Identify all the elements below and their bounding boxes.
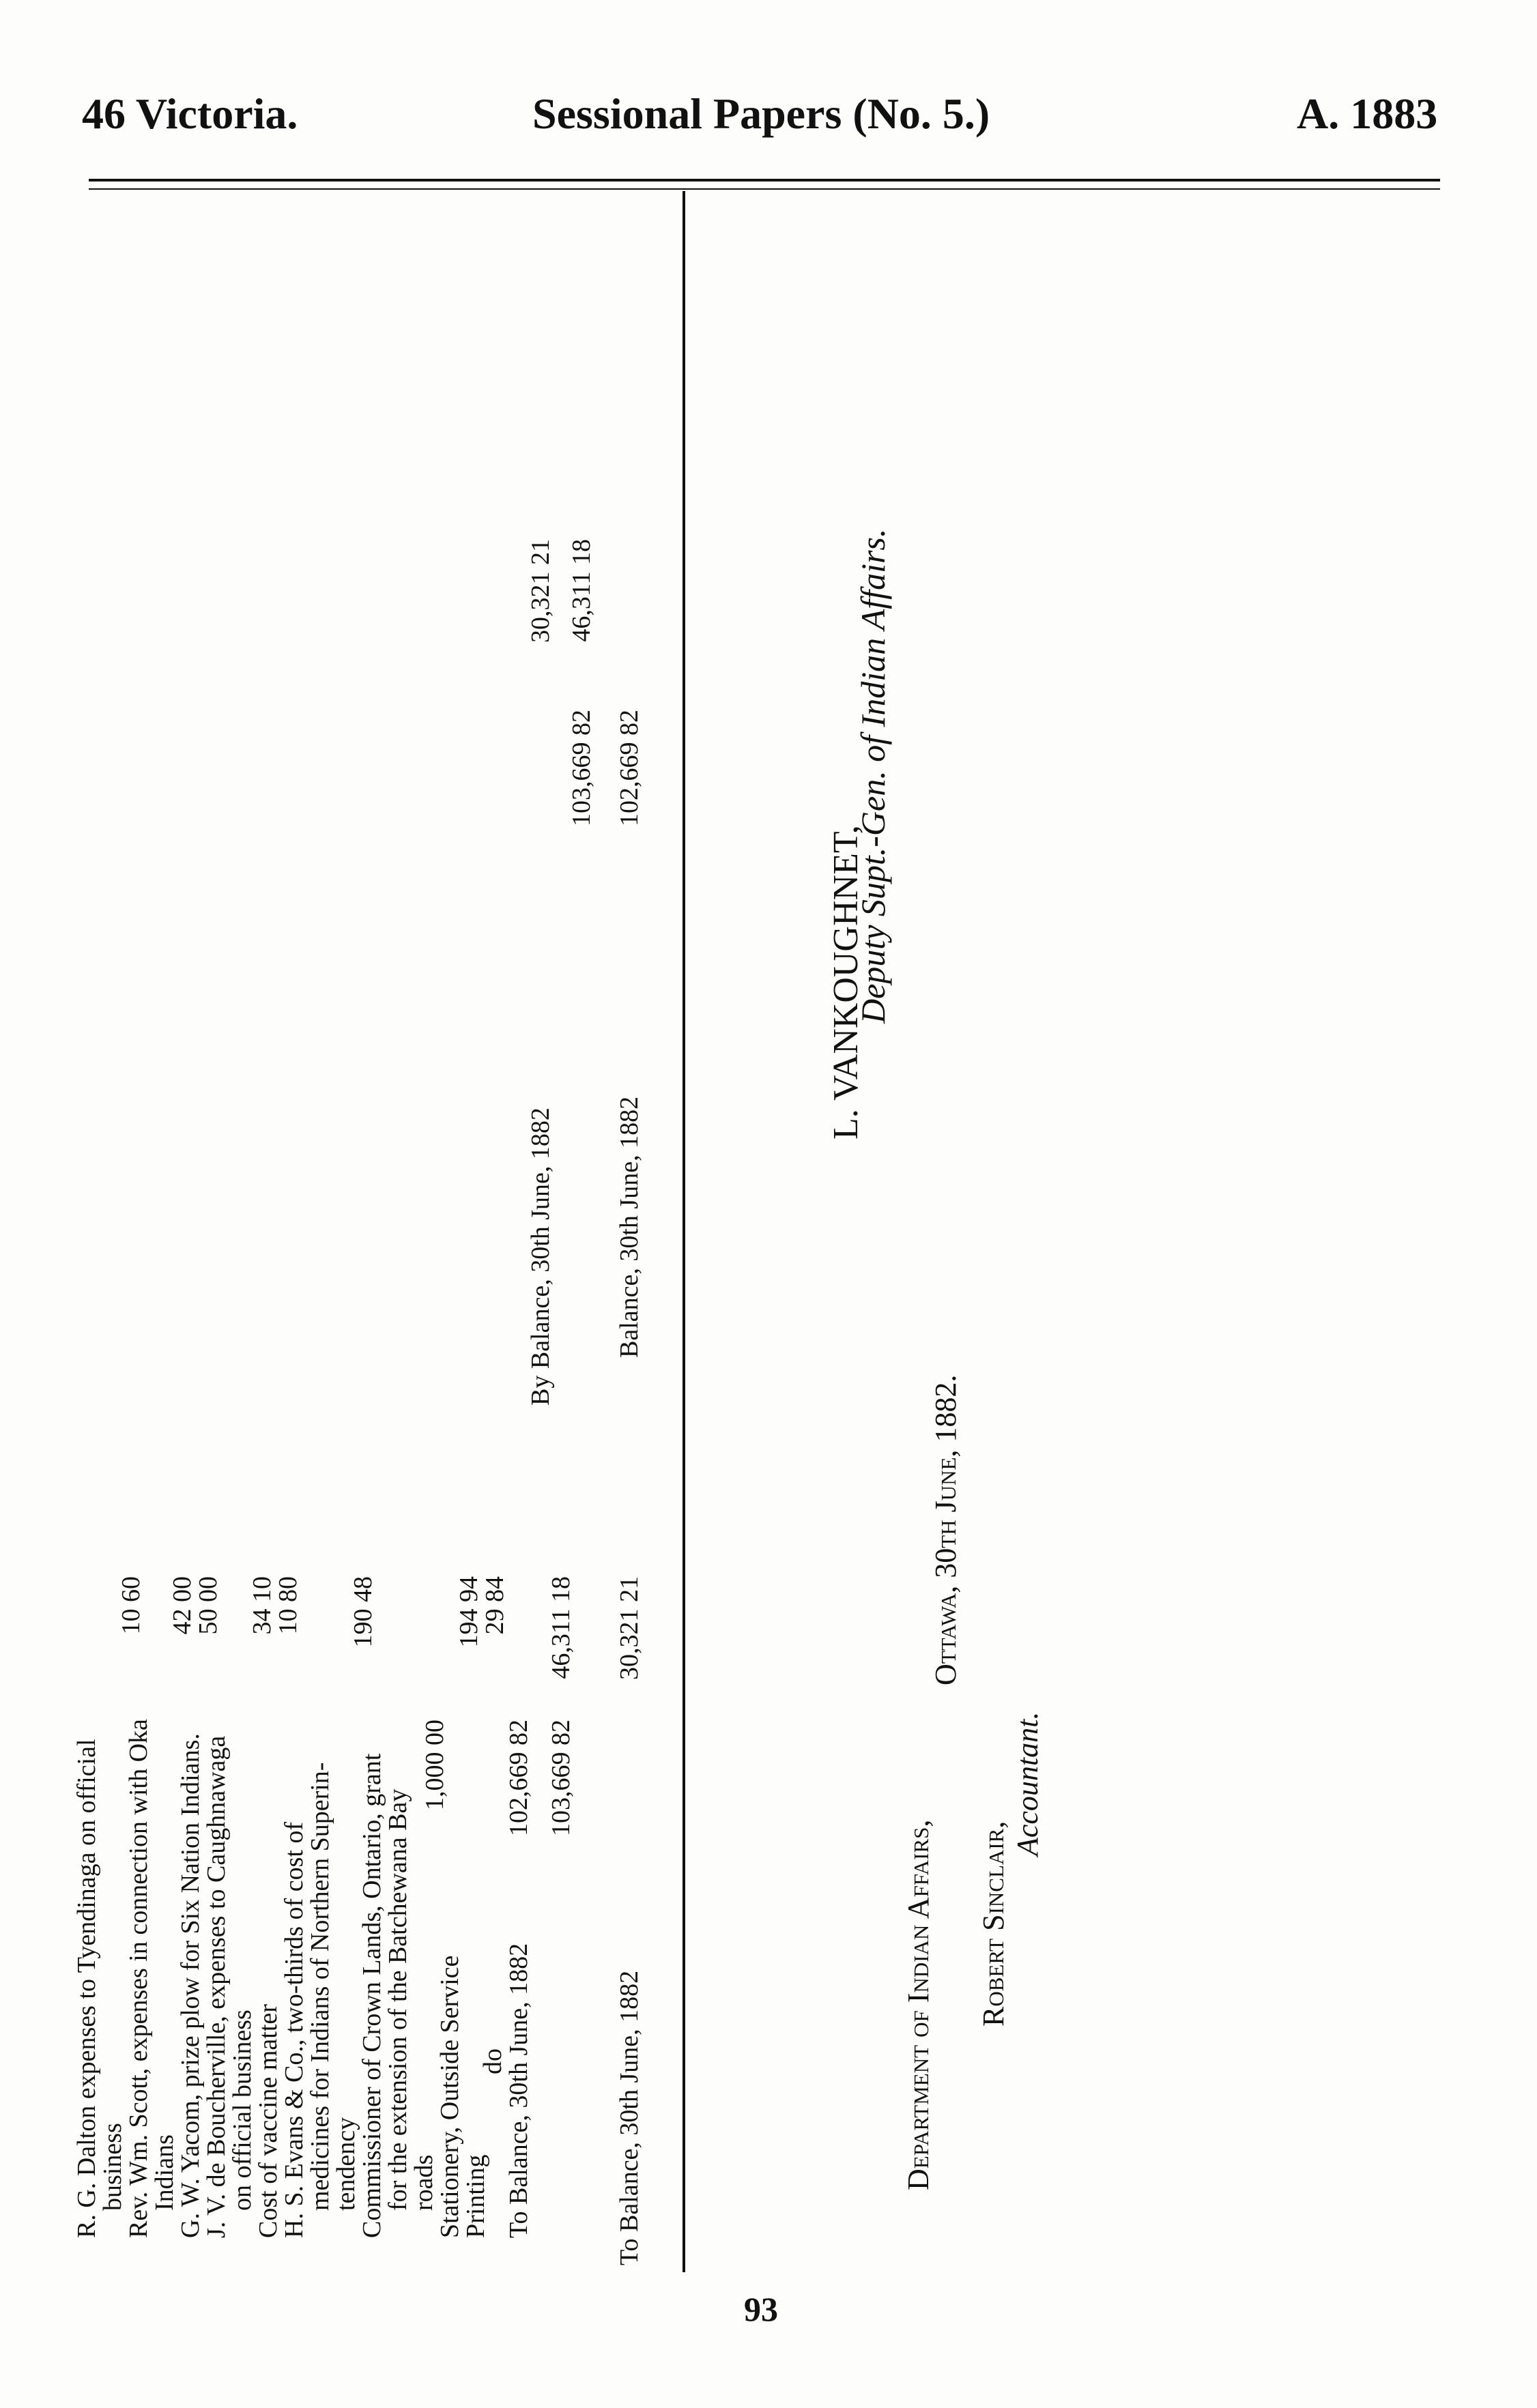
entry-desc: business <box>98 2123 127 2211</box>
entry-desc: do <box>478 2048 507 2074</box>
entry-desc: Printing <box>461 2154 490 2238</box>
entry-amount: 34 10 <box>248 1576 276 1635</box>
entry-amount: 190 48 <box>349 1576 377 1648</box>
entry-amount: 194 94 <box>455 1576 483 1648</box>
header-right: A. 1883 <box>1297 89 1438 138</box>
debit-balance-label: To Balance, 30th June, 1882 <box>615 1970 644 2265</box>
dept-place-date: Ottawa, 30th June, 1882. <box>929 1374 962 1685</box>
entry-desc: Commissioner of Crown Lands, Ontario, grant <box>358 1753 386 2238</box>
entry-desc: Cost of vaccine matter <box>254 2004 283 2238</box>
credit-balance-label: Balance, 30th June, 1882 <box>615 1096 644 1358</box>
entry-desc: roads <box>410 2154 438 2211</box>
entry-amount: 10 80 <box>274 1576 302 1635</box>
department-name: Department of Indian Affairs, <box>902 1819 935 2190</box>
entry-desc: Stationery, Outside Service <box>435 1955 464 2238</box>
accountant-name: Robert Sinclair, <box>977 1820 1010 2027</box>
entry-desc: for the extension of the Batchewana Bay <box>384 1788 412 2211</box>
credit-balance-outer: 102,669 82 <box>615 710 644 826</box>
header-rule-top <box>89 179 1440 182</box>
entry-amount: 42 00 <box>168 1576 197 1635</box>
header-center: Sessional Papers (No. 5.) <box>532 89 990 138</box>
debit-total-outer: 103,669 82 <box>547 1720 575 1836</box>
entry-outer-amount: 1,000 00 <box>420 1720 449 1810</box>
entry-desc: medicines for Indians of Northern Superin- <box>306 1762 334 2211</box>
credit-by-balance-label: By Balance, 30th June, 1882 <box>526 1107 555 1406</box>
entry-desc: Indians <box>150 2134 179 2211</box>
ledger-rotated <box>0 528 1537 2286</box>
entry-desc: Rev. Wm. Scott, expenses in connection with Oka <box>124 1719 153 2238</box>
debit-balance-amount: 30,321 21 <box>615 1576 644 1680</box>
header-rule-bottom <box>89 188 1440 190</box>
credit-by-balance-inner: 30,321 21 <box>526 539 555 643</box>
entry-desc: To Balance, 30th June, 1882 <box>504 1943 533 2238</box>
entry-amount: 29 84 <box>480 1576 509 1635</box>
entry-desc: G. W. Yacom, prize plow for Six Nation Indians. <box>176 1733 205 2238</box>
entry-desc: on official business <box>228 2010 257 2211</box>
entry-desc: H. S. Evans & Co., two-thirds of cost of <box>280 1821 308 2238</box>
entry-amount: 50 00 <box>194 1576 222 1635</box>
entry-desc: tendency <box>332 2117 360 2211</box>
entry-outer-amount: 102,669 82 <box>504 1720 533 1836</box>
entry-amount: 10 60 <box>117 1576 145 1635</box>
entry-desc: R. G. Dalton expenses to Tyendinaga on official <box>72 1739 101 2238</box>
credit-by-balance-outer: 103,669 82 <box>567 710 596 826</box>
entry-desc: J. V. de Boucherville, expenses to Caughnawaga <box>202 1735 231 2238</box>
accountant-title: Accountant. <box>1011 1711 1044 1856</box>
signatory-title: Deputy Supt.-Gen. of Indian Affairs. <box>854 528 892 1024</box>
debit-total-inner: 46,311 18 <box>547 1576 575 1679</box>
page-number: 93 <box>744 2290 778 2328</box>
signatory-name: L. VANKOUGHNET, <box>827 825 865 1140</box>
credit-total-inner: 46,311 18 <box>567 539 596 642</box>
header-left: 46 Victoria. <box>82 89 298 138</box>
